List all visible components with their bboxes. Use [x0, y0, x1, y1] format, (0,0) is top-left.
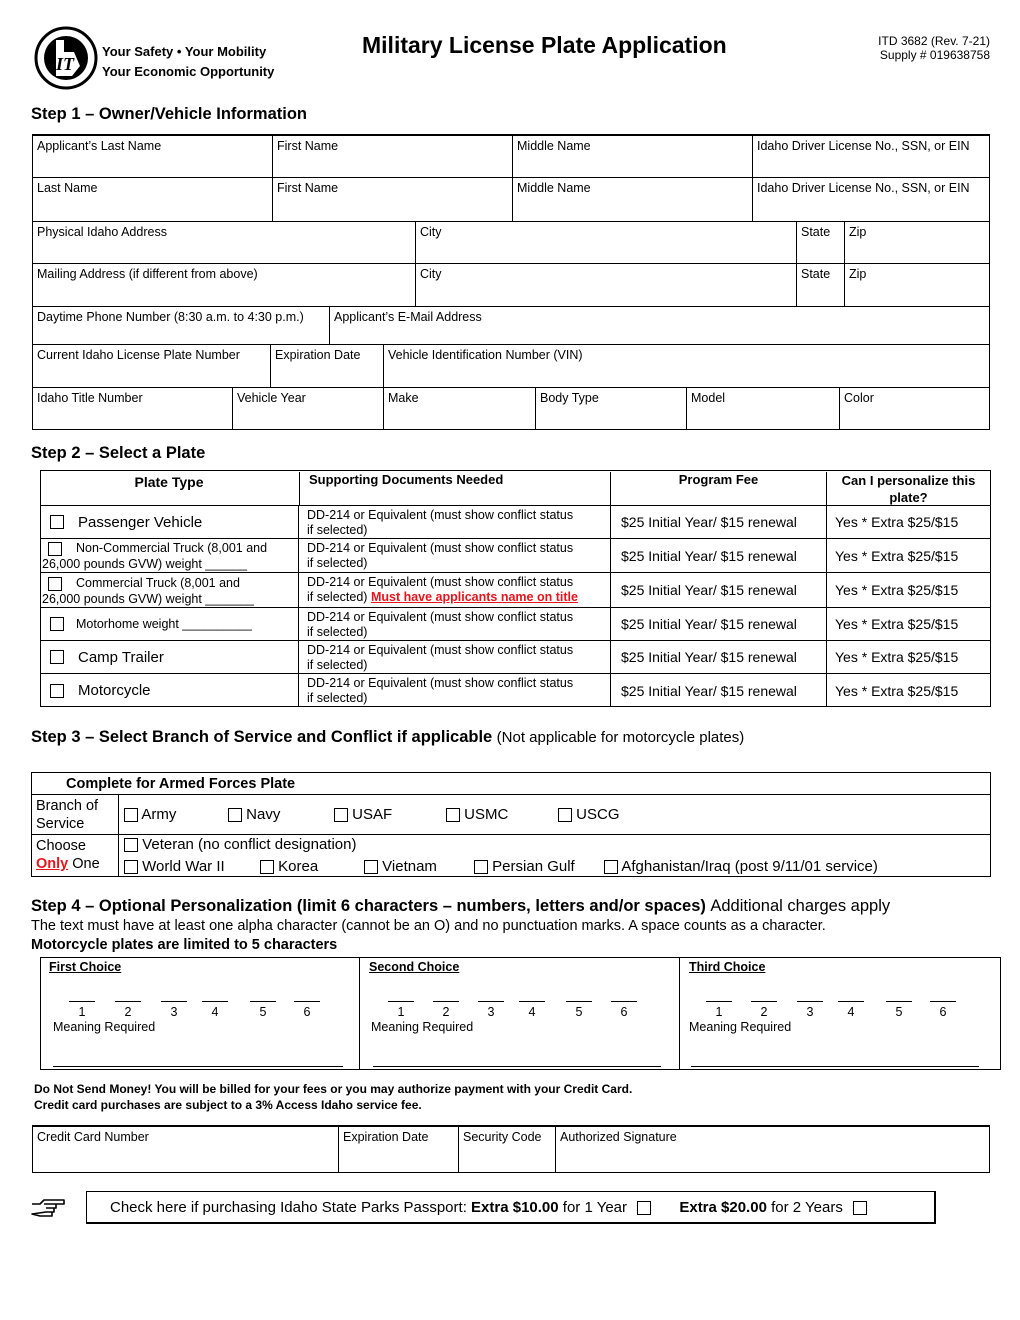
applicant-first-name-field[interactable]: First Name [272, 134, 513, 178]
step4-heading: Step 4 – Optional Personalization (limit 6 characters – numbers, letters and/or spaces) Additional charges apply [31, 897, 891, 915]
korea-checkbox[interactable] [260, 860, 274, 874]
plate-type-label: Non-Commercial Truck (8,001 and [76, 541, 268, 555]
army-checkbox[interactable] [124, 808, 138, 822]
char-slot[interactable]: 4 [519, 1001, 545, 1019]
first-meaning-label: Meaning Required [53, 1020, 156, 1034]
body-type-field[interactable]: Body Type [535, 387, 687, 430]
char-slot[interactable]: 5 [566, 1001, 592, 1019]
co-owner-first-name-field[interactable]: First Name [272, 177, 513, 222]
parks-passport-text: Check here if purchasing Idaho State Parks Passport: [110, 1199, 467, 1216]
char-slot[interactable]: 4 [202, 1001, 228, 1019]
tagline-2: Your Economic Opportunity [102, 64, 275, 79]
branch-label: Branch of Service [36, 798, 99, 832]
color-field[interactable]: Color [839, 387, 990, 430]
usaf-checkbox[interactable] [334, 808, 348, 822]
mailing-zip-field[interactable]: Zip [844, 263, 990, 307]
plate-row: Non-Commercial Truck (8,001 and 26,000 pounds GVW) weight ______ DD-214 or Equivalent (must show conflict status if selected) $25 Initial Year/ $15 renewal Yes * Extra $25/$15 [40, 539, 990, 573]
parks-2-years-checkbox[interactable] [853, 1201, 867, 1215]
afghanistan-iraq-checkbox[interactable] [604, 860, 618, 874]
plate-type-label: Motorcycle [78, 682, 151, 699]
co-owner-middle-name-field[interactable]: Middle Name [512, 177, 753, 222]
daytime-phone-field[interactable]: Daytime Phone Number (8:30 a.m. to 4:30 p.m.) [32, 306, 330, 345]
passenger-vehicle-checkbox[interactable] [50, 515, 64, 529]
tagline-1: Your Safety • Your Mobility [102, 44, 267, 59]
char-slot[interactable]: 1 [706, 1001, 732, 1019]
plate-row: Passenger Vehicle DD-214 or Equivalent (must show conflict status if selected) $25 Initial Year/ $15 renewal Yes * Extra $25/$15 [40, 506, 990, 539]
applicant-middle-name-field[interactable]: Middle Name [512, 134, 753, 178]
mailing-address-field[interactable]: Mailing Address (if different from above) [32, 263, 416, 307]
email-field[interactable]: Applicant’s E-Mail Address [329, 306, 990, 345]
vehicle-year-field[interactable]: Vehicle Year [232, 387, 384, 430]
persian-gulf-checkbox[interactable] [474, 860, 488, 874]
plate-row: Commercial Truck (8,001 and 26,000 pounds GVW) weight _______ DD-214 or Equivalent (must show conflict status if selected) Must have applicants name on title $25 Initial Year/ $15 renewal Yes * Extra $25/$15 [40, 573, 990, 608]
physical-zip-field[interactable]: Zip [844, 221, 990, 264]
char-slot[interactable]: 2 [115, 1001, 141, 1019]
applicant-license-field[interactable]: Idaho Driver License No., SSN, or EIN [752, 134, 990, 178]
cc-expiration-field[interactable]: Expiration Date [338, 1125, 459, 1173]
third-meaning-line[interactable] [691, 1066, 979, 1067]
col-personalize: Can I personalize this plate? [826, 472, 990, 506]
char-slot[interactable]: 1 [69, 1001, 95, 1019]
char-slot[interactable]: 5 [886, 1001, 912, 1019]
choose-label: Choose Only One [36, 838, 100, 872]
credit-card-number-field[interactable]: Credit Card Number [32, 1125, 339, 1173]
navy-checkbox[interactable] [228, 808, 242, 822]
step4-motorcycle-note: Motorcycle plates are limited to 5 characters [31, 937, 338, 953]
plate-type-label: Passenger Vehicle [78, 513, 203, 531]
commercial-truck-checkbox[interactable] [48, 577, 62, 591]
third-choice-label: Third Choice [689, 960, 766, 974]
col-plate-type: Plate Type [134, 474, 204, 490]
second-meaning-line[interactable] [373, 1066, 661, 1067]
char-slot[interactable]: 2 [751, 1001, 777, 1019]
camp-trailer-checkbox[interactable] [50, 650, 64, 664]
plate-type-label: Commercial Truck (8,001 and [76, 576, 240, 590]
supply-number: Supply # 019638758 [879, 48, 990, 62]
uscg-checkbox[interactable] [558, 808, 572, 822]
personalization-box [40, 957, 1001, 1070]
plate-table-header [40, 470, 991, 506]
only-emphasis: Only [36, 856, 69, 872]
veteran-checkbox[interactable] [124, 838, 138, 852]
page-title: Military License Plate Application [362, 32, 727, 58]
third-meaning-label: Meaning Required [689, 1020, 792, 1034]
vin-field[interactable]: Vehicle Identification Number (VIN) [383, 344, 990, 388]
svg-text:IT: IT [56, 54, 74, 74]
col-program-fee: Program Fee [610, 472, 826, 506]
payment-note-1: Do Not Send Money! You will be billed for your fees or you may authorize payment with your Credit Card. [34, 1082, 633, 1096]
parks-passport-box: Check here if purchasing Idaho State Parks Passport: Extra $10.00 for 1 Year Extra $20.00 for 2 Years [86, 1191, 936, 1224]
motorhome-checkbox[interactable] [50, 617, 64, 631]
char-slot[interactable]: 2 [433, 1001, 459, 1019]
char-slot[interactable]: 5 [250, 1001, 276, 1019]
mailing-state-field[interactable]: State [796, 263, 845, 307]
hand-pointer-icon [30, 1196, 66, 1220]
physical-state-field[interactable]: State [796, 221, 845, 264]
step2-heading: Step 2 – Select a Plate [31, 444, 206, 462]
plate-row: Camp Trailer DD-214 or Equivalent (must show conflict status if selected) $25 Initial Year/ $15 renewal Yes * Extra $25/$15 [40, 641, 990, 674]
parks-1-year-checkbox[interactable] [637, 1201, 651, 1215]
step1-heading: Step 1 – Owner/Vehicle Information [31, 105, 307, 123]
current-plate-field[interactable]: Current Idaho License Plate Number [32, 344, 271, 388]
second-choice-label: Second Choice [369, 960, 460, 974]
char-slot[interactable]: 6 [930, 1001, 956, 1019]
physical-address-field[interactable]: Physical Idaho Address [32, 221, 416, 264]
motorcycle-checkbox[interactable] [50, 684, 64, 698]
co-owner-license-field[interactable]: Idaho Driver License No., SSN, or EIN [752, 177, 990, 222]
co-owner-last-name-field[interactable]: Last Name [32, 177, 273, 222]
first-choice-label: First Choice [49, 960, 122, 974]
payment-note-2: Credit card purchases are subject to a 3% Access Idaho service fee. [34, 1098, 422, 1112]
armed-forces-box: Complete for Armed Forces Plate Branch of Service Army Navy USAF USMC USCG Choose Only One Veteran (no conflict designation) World War II Korea Vietnam Persian Gulf Afghanistan/Iraq (post 9/11/01 service) [31, 772, 991, 877]
col-supporting-docs: Supporting Documents Needed [299, 472, 610, 506]
char-slot[interactable]: 6 [294, 1001, 320, 1019]
step4-rules: The text must have at least one alpha character (cannot be an O) and no punctuation marks. A space counts as a character. [31, 918, 826, 934]
applicant-last-name-field[interactable]: Applicant’s Last Name [32, 134, 273, 178]
char-slot[interactable]: 3 [161, 1001, 187, 1019]
char-slot[interactable]: 3 [797, 1001, 823, 1019]
step3-heading: Step 3 – Select Branch of Service and Conflict if applicable (Not applicable for motorcycle plates) [31, 728, 745, 746]
plate-row: Motorhome weight __________ DD-214 or Equivalent (must show conflict status if selected) $25 Initial Year/ $15 renewal Yes * Extra $25/$15 [40, 608, 990, 641]
physical-city-field[interactable]: City [415, 221, 797, 264]
security-code-field[interactable]: Security Code [458, 1125, 556, 1173]
non-commercial-truck-checkbox[interactable] [48, 542, 62, 556]
armed-forces-title: Complete for Armed Forces Plate [66, 776, 296, 792]
model-field[interactable]: Model [686, 387, 840, 430]
form-id: ITD 3682 (Rev. 7-21) [878, 34, 990, 48]
usmc-checkbox[interactable] [446, 808, 460, 822]
char-slot[interactable]: 4 [838, 1001, 864, 1019]
plate-type-label: Camp Trailer [78, 648, 164, 666]
expiration-date-field[interactable]: Expiration Date [270, 344, 384, 388]
vietnam-checkbox[interactable] [364, 860, 378, 874]
itd-logo [34, 26, 98, 90]
authorized-signature-field[interactable]: Authorized Signature [555, 1125, 990, 1173]
plate-row: Motorcycle DD-214 or Equivalent (must show conflict status if selected) $25 Initial Year/ $15 renewal Yes * Extra $25/$15 [40, 674, 990, 707]
title-warning: Must have applicants name on title [370, 590, 578, 604]
char-slot[interactable]: 1 [388, 1001, 414, 1019]
char-slot[interactable]: 6 [611, 1001, 637, 1019]
title-number-field[interactable]: Idaho Title Number [32, 387, 233, 430]
plate-type-label: Motorhome weight __________ [76, 617, 252, 631]
char-slot[interactable]: 3 [478, 1001, 504, 1019]
ww2-checkbox[interactable] [124, 860, 138, 874]
first-meaning-line[interactable] [53, 1066, 343, 1067]
make-field[interactable]: Make [383, 387, 536, 430]
mailing-city-field[interactable]: City [415, 263, 797, 307]
second-meaning-label: Meaning Required [371, 1020, 474, 1034]
